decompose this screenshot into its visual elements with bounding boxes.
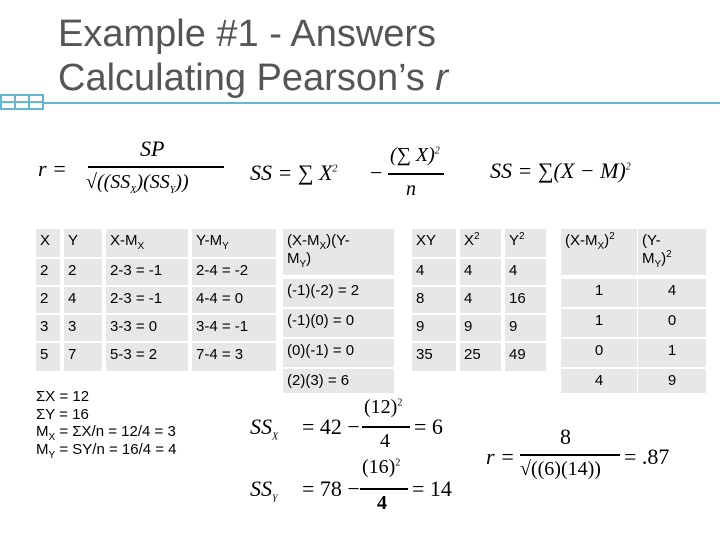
r-result-lhs: r = — [486, 444, 515, 469]
r-result-denominator: √((6)(14)) — [520, 458, 601, 480]
table-cell: 5 — [36, 343, 60, 371]
sums-block — [36, 388, 177, 461]
table-cell: 7-4 = 3 — [192, 343, 276, 371]
header-y-minus-my: $Y-M_Y$ — [192, 229, 276, 257]
decoration-line-top — [0, 94, 44, 96]
table-cell: 2 — [64, 259, 102, 285]
ssx-numerator: $(12)^2$ — [364, 396, 403, 418]
ssx-eq: = 42 − — [302, 414, 360, 439]
ssy-lhs: $SS_Y$ — [250, 476, 278, 505]
ss-comp-minus: − — [370, 160, 383, 185]
decoration-line-mid — [0, 101, 44, 103]
table-cell: 5-3 = 2 — [106, 343, 188, 371]
r-formula-numerator: SP — [140, 136, 165, 161]
ssx-fraction-bar — [362, 426, 410, 428]
table-cell: 3-3 = 0 — [106, 315, 188, 341]
table-cell: 4 — [460, 259, 501, 285]
ss-comp-fraction-bar — [388, 173, 444, 175]
table-cell: 4 — [412, 259, 456, 285]
table-cell: 9 — [505, 315, 546, 341]
table-cell: 0 — [561, 339, 637, 367]
r-result-value: = .87 — [624, 444, 670, 469]
ssy-result: = 14 — [412, 476, 452, 501]
ssx-lhs: $SS_X$ — [250, 414, 279, 443]
table-cell: (-1)(0) = 0 — [283, 309, 394, 337]
ss-def-text: SS = $\sum(X - M)^2$ — [490, 158, 631, 183]
table-cell: 0 — [638, 309, 706, 337]
table-cell: 4 — [460, 287, 501, 313]
decoration-line-bottom — [0, 108, 44, 110]
header-xy: XY — [412, 229, 456, 257]
r-formula-denominator: $√((SS_X)(SS_Y))$ — [86, 171, 189, 196]
ssx-denominator: 4 — [380, 430, 390, 452]
table-cell: 4-4 = 0 — [192, 287, 276, 313]
decoration-line-v1 — [14, 94, 16, 110]
r-result-fraction-bar — [520, 454, 620, 456]
mean-x: $M_X = \Sigma X/n = 12/4 = 3$ — [36, 423, 176, 443]
table-cell: 4 — [561, 369, 637, 393]
header-dev-x-squared: $(X-M_X)^2$ — [561, 229, 637, 275]
r-result-formula — [486, 424, 676, 486]
table-cell: 9 — [460, 315, 501, 341]
title-line-2-text: Calculating Pearson’s — [58, 57, 436, 99]
table-cell: (0)(-1) = 0 — [283, 339, 394, 367]
title-underline — [44, 102, 720, 104]
table-cell: 9 — [412, 315, 456, 341]
title-decoration — [0, 94, 44, 110]
mean-y: $M_Y = SY/n = 16/4 = 4$ — [36, 440, 177, 461]
ss-definitional-formula — [490, 158, 660, 192]
decoration-line-right — [42, 94, 44, 110]
table-cell: 2 — [36, 259, 60, 285]
table-cell: (2)(3) = 6 — [283, 369, 394, 393]
header-x-minus-mx: $X-M_X$ — [106, 229, 188, 257]
ssy-denominator: 4 — [377, 492, 387, 514]
ssy-fraction-bar — [360, 488, 408, 490]
pearson-r-formula — [38, 136, 228, 202]
table-cell: 49 — [505, 343, 546, 371]
table-cell: 4 — [64, 287, 102, 313]
ssy-eq: = 78 − — [302, 476, 360, 501]
title-variable-r: r — [435, 57, 449, 99]
table-cell: 3 — [36, 315, 60, 341]
r-formula-fraction-bar — [88, 166, 224, 168]
decoration-line-left — [0, 94, 2, 110]
slide-title — [58, 12, 448, 100]
table-cell: 2-3 = -1 — [106, 287, 188, 313]
table-cell: 2 — [36, 287, 60, 313]
table-cell: 1 — [561, 279, 637, 307]
table-cell: 35 — [412, 343, 456, 371]
table-cell: 25 — [460, 343, 501, 371]
ssx-result: = 6 — [414, 414, 443, 439]
table-cell: 16 — [505, 287, 546, 313]
r-result-numerator: 8 — [560, 424, 571, 449]
table-cell: 4 — [505, 259, 546, 285]
table-cell: 3 — [64, 315, 102, 341]
title-line-2 — [58, 56, 448, 100]
table-cell: (-1)(-2) = 2 — [283, 279, 394, 307]
ss-computational-formula — [250, 140, 450, 206]
table-cell: 9 — [638, 369, 706, 393]
header-y-squared: $Y^2$ — [505, 229, 546, 257]
table-cell: 8 — [412, 287, 456, 313]
table-cell: 7 — [64, 343, 102, 371]
ss-comp-denominator: n — [406, 178, 416, 200]
ssx-result-formula — [250, 396, 460, 456]
decoration-line-v2 — [28, 94, 30, 110]
table-cell: 2-4 = -2 — [192, 259, 276, 285]
table-cell: 3-4 = -1 — [192, 315, 276, 341]
table-cell: 2-3 = -1 — [106, 259, 188, 285]
sum-x: ΣX = 12 — [36, 388, 90, 405]
header-x: X — [36, 229, 60, 257]
header-dev-y-squared: (Y- $M_Y)^2$ — [638, 229, 706, 275]
header-product: $(X-M_X)(Y-$ $M_Y$) — [283, 229, 394, 275]
ss-comp-lhs: SS = ∑ $X^2$ — [250, 160, 338, 185]
table-cell: 1 — [561, 309, 637, 337]
table-cell: 1 — [638, 339, 706, 367]
title-line-1: Example #1 - Answers — [58, 13, 437, 55]
table-cell: 4 — [638, 279, 706, 307]
header-x-squared: $X^2$ — [460, 229, 501, 257]
header-y: Y — [64, 229, 102, 257]
sum-y: ΣY = 16 — [36, 405, 89, 423]
ss-comp-numerator: (∑ X)$^2$ — [390, 144, 440, 166]
ssy-numerator: $(16)^2$ — [362, 456, 401, 478]
r-formula-lhs: r = — [38, 156, 67, 181]
ssy-result-formula — [250, 456, 470, 518]
